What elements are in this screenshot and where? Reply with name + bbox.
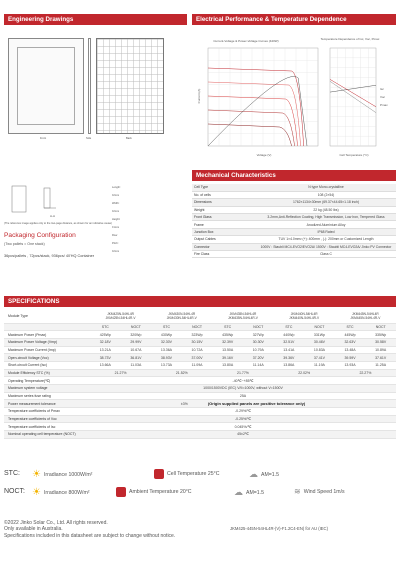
ambient-temperature-icon: [116, 487, 126, 497]
spec-value: 327Wp: [243, 331, 274, 339]
spec-label: Maximum Power (Pmax): [4, 331, 90, 339]
mechanical-row: [192, 199, 396, 206]
mechanical-row: [192, 221, 396, 228]
spec-span-row: [4, 415, 396, 423]
iv-chart-xlabel: Voltage (V): [256, 153, 272, 157]
spec-model-row: [4, 310, 396, 323]
spec-value: 335Wp: [365, 331, 396, 339]
efficiency-value: 22.27%: [335, 369, 396, 377]
noct-irradiance-label: Irradiance 800W/m²: [43, 489, 90, 496]
mechanical-value: 22 kg (48.50 lbs): [256, 206, 396, 213]
front-label: Front: [40, 137, 47, 140]
spec-value: 13.93A: [335, 361, 366, 369]
spec-value: 32.18V: [90, 338, 121, 346]
module-model: [90, 310, 151, 323]
temp-chart-title: Temperature Dependence of Isc, Voc, Pmax: [320, 37, 380, 41]
air-mass-icon: ☁: [249, 469, 258, 479]
spec-value: 32.63V: [335, 338, 366, 346]
spec-span-value: [90, 408, 396, 416]
mechanical-label: Dimensions: [192, 199, 256, 206]
spec-value: 323Wp: [182, 331, 213, 339]
module-back-view: [96, 38, 164, 134]
noct-air-mass-label: AM=1.5: [246, 489, 265, 496]
spec-value: 331Wp: [304, 331, 335, 339]
spec-value: 11.19A: [304, 361, 335, 369]
spec-value: 30.58V: [365, 338, 396, 346]
spec-value: 13.73A: [151, 361, 182, 369]
spec-value: 13.48A: [335, 346, 366, 354]
side-label: Side: [86, 137, 92, 140]
spec-value: 39.16V: [212, 354, 243, 362]
spec-value: 13.36A: [151, 346, 182, 354]
test-condition: NOCT: [304, 323, 335, 331]
spec-value: 36.81V: [121, 354, 152, 362]
mechanical-label: Front Glass: [192, 214, 256, 221]
mechanical-value: N type Mono-crystalline: [256, 184, 396, 191]
spec-value: 13.50A: [212, 346, 243, 354]
spec-value: 440Wp: [274, 331, 305, 339]
mechanical-value: 108 (2×54): [256, 191, 396, 198]
module-model-variant: JKM425N-54HL4R-V: [105, 316, 136, 321]
mechanical-label: Junction Box: [192, 228, 256, 235]
test-condition: NOCT: [365, 323, 396, 331]
efficiency-value: 21.77%: [212, 369, 273, 377]
charts-area: [196, 34, 396, 162]
iv-curve: [208, 82, 301, 146]
spec-value: 10.89A: [365, 346, 396, 354]
spec-value: 10.83A: [304, 346, 335, 354]
test-condition: NOCT: [243, 323, 274, 331]
temp-legend-voc: Voc: [380, 95, 386, 99]
iv-chart-title: Current-Voltage & Power-Voltage Curves (440W): [213, 39, 279, 43]
spec-value: 11.09A: [182, 361, 213, 369]
spec-value: 13.86A: [274, 361, 305, 369]
module-model: [335, 310, 396, 323]
spec-span-row: [4, 408, 396, 416]
charts-svg: [196, 34, 396, 162]
footer-disclaimer: Specifications included in this datasheet are subject to change without notice.: [4, 532, 176, 539]
tolerance-length: Length: ±2mm: [112, 186, 121, 197]
spec-value: 32.51V: [274, 338, 305, 346]
spec-label: Short-circuit Current (Isc): [4, 361, 90, 369]
spec-span-label: Maximum system voltage: [4, 385, 90, 393]
noct-ambient-label: Ambient Temperature 20°C: [129, 489, 192, 495]
spec-value: 10.72A: [182, 346, 213, 354]
module-front-view: [8, 38, 84, 134]
module-type-label: Module Type: [4, 310, 90, 323]
spec-value: 13.21A: [90, 346, 121, 354]
mechanical-value: TUV 1×4.0mm² (+): 400mm , (-): 200mm or Customized Length: [256, 236, 396, 243]
noct-wind-label: Wind Speed 1m/s: [303, 488, 345, 495]
module-model-name: JKM440N-54HL4R: [290, 311, 318, 316]
drawing-note: (The reference image applies only to the two-page distance, as shown for an indicative cause): [4, 222, 112, 225]
module-model: [212, 310, 273, 323]
spec-row: [4, 338, 396, 346]
spec-condition-row: [4, 323, 396, 331]
spec-value: 320Wp: [121, 331, 152, 339]
tolerance-height: Height: ±1mm: [112, 218, 121, 229]
spec-span-row: [4, 431, 396, 439]
spec-value: 13.66A: [90, 361, 121, 369]
module-model-name: JKM435N-54HL4R: [229, 311, 257, 316]
spec-span-value: [90, 377, 396, 385]
tolerance-legend: [112, 184, 121, 256]
spec-value: 10.79A: [243, 346, 274, 354]
mechanical-row: [192, 184, 396, 191]
mechanical-row: [192, 236, 396, 243]
module-model-variant: JKM435N-54HL4R-V: [227, 316, 258, 321]
air-mass-icon: ☁: [234, 487, 243, 497]
stc-cell-temp: [154, 469, 219, 479]
spec-span-value: [90, 385, 396, 393]
mechanical-value: 1762×1134×30mm (69.37×44.65×1.18 inch): [256, 199, 396, 206]
spec-value: 10.67A: [121, 346, 152, 354]
noct-ambient: [116, 487, 192, 497]
spec-span-label: Temperature coefficients of Isc: [4, 423, 90, 431]
spec-span-value: [90, 392, 396, 400]
spec-value: 13.41A: [274, 346, 305, 354]
iv-curve: [208, 96, 298, 146]
test-condition: NOCT: [121, 323, 152, 331]
packaging-text: 36pcs/pallets , 72pcs/stack, 936pcs/ 40'HQ Container: [4, 254, 94, 258]
module-side-view: [88, 38, 91, 134]
spec-row: [4, 354, 396, 362]
spec-value: 37.00V: [182, 354, 213, 362]
noct-air-mass: [234, 487, 264, 498]
spec-value: 30.30V: [243, 338, 274, 346]
spec-label: Open-circuit Voltage (Voc): [4, 354, 90, 362]
spec-span-value-text: ±3%: [180, 402, 188, 407]
test-condition: STC: [90, 323, 121, 331]
spec-label: Maximum Power Voltage (Vmp): [4, 338, 90, 346]
stc-cell-temp-label: Cell Temperature 25°C: [167, 471, 220, 477]
footer-code: JKM425-445N-54HL4R-(V)-F1.2C4-EN) for AU (IEC): [230, 526, 328, 532]
mechanical-label: Output Cables: [192, 236, 256, 243]
stc-air-mass: [249, 469, 279, 480]
spec-span-value-text: 25A: [239, 394, 247, 399]
spec-value: 37.20V: [243, 354, 274, 362]
specifications-table: [4, 310, 396, 439]
spec-value: 38.73V: [90, 354, 121, 362]
mechanical-value: IP68 Rated: [256, 228, 396, 235]
spec-value: 37.61V: [365, 354, 396, 362]
spec-span-row: [4, 392, 396, 400]
spec-span-value: [90, 423, 396, 431]
mechanical-row: [192, 191, 396, 198]
spec-row: [4, 346, 396, 354]
spec-span-value: [90, 431, 396, 439]
module-model-name: JKM425N-54HL4R: [107, 311, 134, 316]
spec-span-value: [90, 415, 396, 423]
footer-copyright: ©2022 Jinko Solar Co., Ltd. All rights reserved.: [4, 520, 108, 526]
packaging-subtitle: (Two pallets = One stack): [4, 242, 45, 246]
wind-icon: ≋: [294, 487, 301, 496]
module-model-variant: JKM440N-54HL4R-V: [289, 316, 320, 321]
spec-value: 11.03A: [121, 361, 152, 369]
mechanical-label: Fire Class: [192, 251, 256, 258]
spec-value: 39.36V: [274, 354, 305, 362]
engineering-drawing: [6, 34, 186, 144]
tolerance-row-pitch: Row Pitch: ±2mm: [112, 234, 120, 253]
spec-span-row: [4, 423, 396, 431]
spec-span-label: Maximum series fuse rating: [4, 392, 90, 400]
section-label: A-A: [50, 214, 56, 218]
mechanical-label: Cell Type: [192, 184, 256, 191]
efficiency-value: 21.27%: [90, 369, 151, 377]
stc-label: STC:: [4, 470, 20, 477]
spec-value: 430Wp: [151, 331, 182, 339]
spec-efficiency-row: [4, 369, 396, 377]
mechanical-value: 1000V : Staubli MC4-EVO2/EVO2A/ 1500V : Staubli MC4-EVO2A/ Jinko PV Connector: [256, 243, 396, 250]
footer-left: [4, 520, 175, 539]
spec-span-value-text: -40℃~+85℃: [232, 378, 254, 383]
spec-span-value: [90, 400, 396, 408]
spec-value: 30.15V: [182, 338, 213, 346]
iv-chart-ylabel: Current (A): [197, 88, 201, 104]
spec-value: 13.80A: [212, 361, 243, 369]
mechanical-row: [192, 251, 396, 258]
spec-value: 37.41V: [304, 354, 335, 362]
spec-span-value-text: 0.045%/℃: [234, 424, 252, 429]
condition-blank: [4, 323, 90, 331]
module-model-name: JKM445N-54HL4R: [351, 311, 379, 316]
temp-chart-xlabel: Cell Temperature (°C): [339, 153, 369, 157]
mechanical-value: 3.2mm,Anti-Reflection Coating, High Transmission, Low Iron, Tempered Glass: [256, 214, 396, 221]
spec-span-value-text: -0.25%/℃: [235, 417, 251, 422]
iv-chart-grid: [208, 48, 318, 146]
mechanical-value: Anodized Aluminium Alloy: [256, 221, 396, 228]
sun-icon: ☀: [32, 469, 41, 480]
spec-span-label: Nominal operating cell temperature (NOCT): [4, 431, 90, 439]
stc-air-mass-label: AM=1.5: [261, 471, 280, 478]
module-model: [151, 310, 212, 323]
spec-span-row: [4, 400, 396, 408]
temp-legend-pmax: Pmax: [380, 103, 388, 107]
mechanical-label: Weight: [192, 206, 256, 213]
efficiency-value: 21.52%: [151, 369, 212, 377]
mechanical-row: [192, 206, 396, 213]
spec-span-row: [4, 377, 396, 385]
efficiency-value: 22.02%: [274, 369, 335, 377]
noct-wind: [294, 487, 345, 496]
footer-availability: Only available in Australia.: [4, 526, 63, 533]
test-condition: STC: [212, 323, 243, 331]
spec-value: 39.59V: [335, 354, 366, 362]
module-model-variant: JKM430N-54HL4R-V: [166, 316, 197, 321]
module-model: [274, 310, 335, 323]
spec-span-label: Temperature coefficients of Pmax: [4, 408, 90, 416]
mechanical-row: [192, 243, 396, 250]
mechanical-value: Class C: [256, 251, 396, 258]
spec-row: [4, 361, 396, 369]
pv-curve: [208, 76, 307, 146]
noct-irradiance: [32, 487, 90, 498]
spec-span-label: Temperature coefficients of Voc: [4, 415, 90, 423]
spec-span-label: Operating Temperature(℃): [4, 377, 90, 385]
back-label: Back: [126, 137, 132, 140]
cell-temperature-icon: [154, 469, 164, 479]
tolerance-note: (Origin supplied panels are positive tolerance only): [207, 401, 306, 407]
sun-icon: ☀: [32, 487, 41, 498]
spec-row: [4, 331, 396, 339]
stc-irradiance-label: Irradiance 1000W/m²: [43, 471, 93, 478]
spec-span-value-text: 1000/1500VDC (IEC) V/II=1000V, without V=1500V: [203, 386, 283, 391]
mechanical-row: [192, 214, 396, 221]
section-engineering-drawings: Engineering Drawings: [4, 14, 187, 25]
module-model-variant: JKM445N-54HL4R-V: [350, 316, 381, 321]
cross-section-svg: [6, 184, 101, 224]
iv-chart-curves: [208, 68, 307, 146]
noct-label: NOCT:: [4, 488, 25, 495]
spec-value: 30.46V: [304, 338, 335, 346]
test-condition: STC: [335, 323, 366, 331]
spec-value: 29.99V: [121, 338, 152, 346]
tolerance-width: Width: ±2mm: [112, 202, 120, 213]
temp-legend-isc: Isc: [380, 87, 384, 91]
spec-value: 32.30V: [151, 338, 182, 346]
section-specifications: SPECIFICATIONS: [4, 296, 396, 307]
spec-value: 435Wp: [212, 331, 243, 339]
test-condition: STC: [151, 323, 182, 331]
mechanical-table: [192, 184, 396, 258]
test-conditions: [4, 468, 396, 508]
mechanical-label: Connector: [192, 243, 256, 250]
stc-irradiance: [32, 469, 92, 480]
spec-value: 32.39V: [212, 338, 243, 346]
spec-value: 425Wp: [90, 331, 121, 339]
mechanical-label: Frame: [192, 221, 256, 228]
iv-curve: [208, 68, 304, 146]
iv-curve: [208, 124, 292, 146]
spec-label: Maximum Power Current (Imp): [4, 346, 90, 354]
spec-value: 11.14A: [243, 361, 274, 369]
spec-span-row: [4, 385, 396, 393]
spec-span-label: Power measurement tolerance: [4, 400, 90, 408]
spec-value: 38.93V: [151, 354, 182, 362]
mechanical-label: No. of cells: [192, 191, 256, 198]
test-condition: STC: [274, 323, 305, 331]
module-model-name: JKM430N-54HL4R: [168, 311, 196, 316]
spec-value: 445Wp: [335, 331, 366, 339]
efficiency-label: Module Efficiency STC (%): [4, 369, 90, 377]
test-condition: NOCT: [182, 323, 213, 331]
section-electrical-performance: Electrical Performance & Temperature Dependence: [192, 14, 396, 25]
spec-span-value-text: -0.29%/℃: [235, 409, 251, 414]
spec-span-value-text: 45±2℃: [237, 432, 249, 437]
section-mechanical: Mechanical Characteristics: [192, 170, 396, 181]
section-packaging: Packaging Configuration: [4, 232, 76, 239]
mechanical-row: [192, 228, 396, 235]
spec-value: 11.25A: [365, 361, 396, 369]
